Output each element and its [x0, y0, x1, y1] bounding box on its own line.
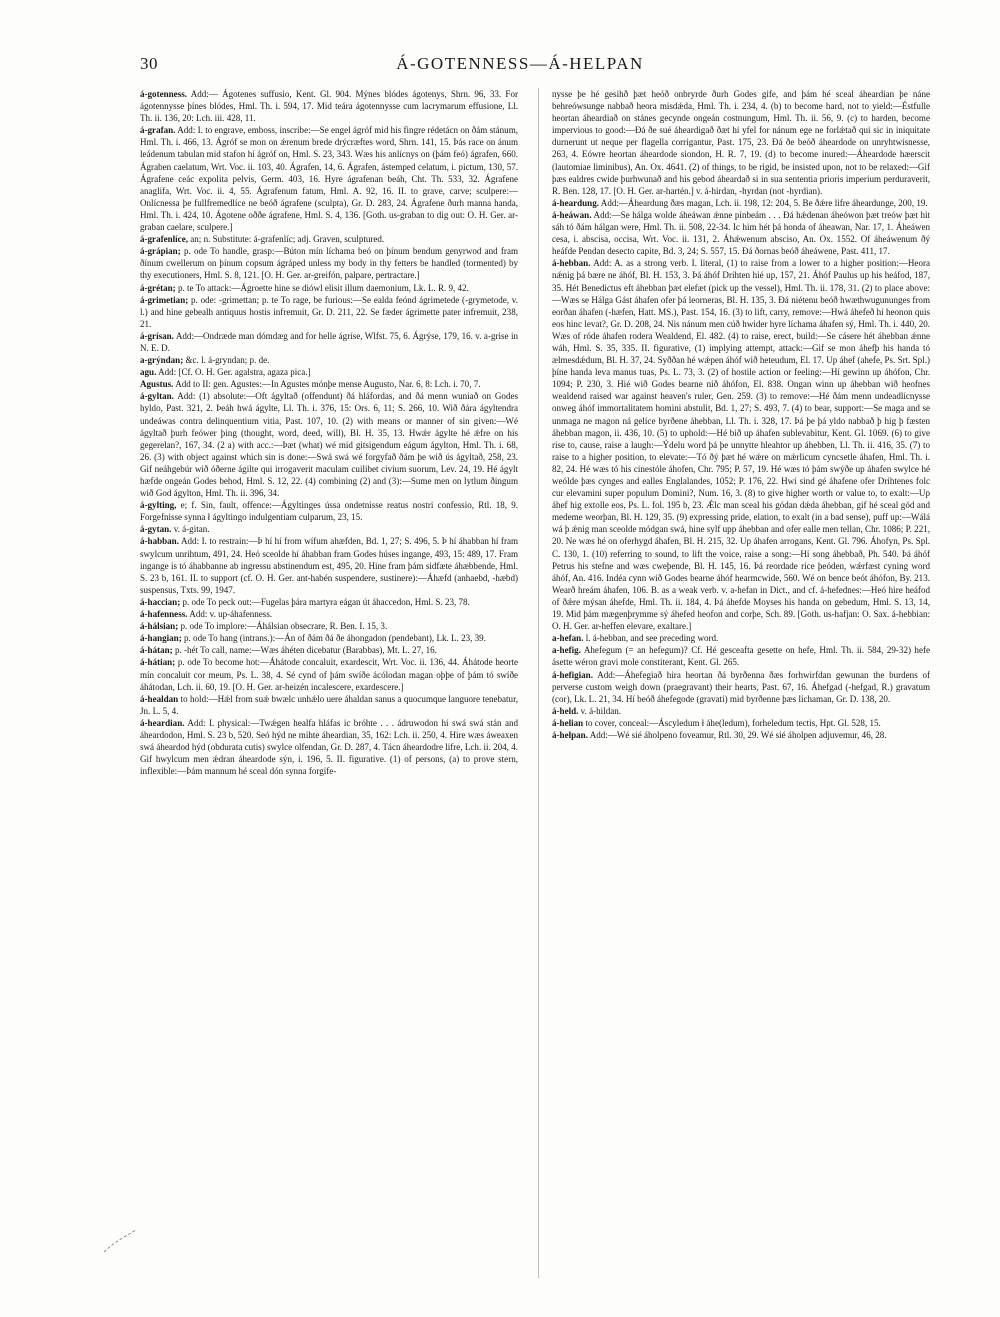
dictionary-entry: [140, 523, 518, 535]
entry-body: Ahefegum (= an hefegum)? Cf. Hé gesceafta gesette on hefe, Hml. Th. ii. 584, 29-32) hefe ásette wéron gravi mole constiterant, Kent. Gl. 265.: [552, 645, 930, 668]
dictionary-entry: [552, 669, 930, 705]
entry-body: p. ode To become hot:—Áhátode concaluit, exardescit, Wrt. Voc. ii. 136, 44. Áhátode heorte mín concaluit cor meum, Ps. L. 38, 4. Sé cynd of þám swíðe ácólodan magan oþþe of þám tó swíðe áhátodan, Lch. ii. 60, 19. [O. H. Ger. ar-heizén incalescere, exardescere.]: [140, 657, 518, 692]
entry-headword: á-grafenlíce,: [140, 234, 188, 245]
entry-headword: á-gylting,: [140, 500, 177, 511]
dictionary-entry: [552, 197, 930, 209]
entry-body: p. ode To implore:—Áhálsian obsecrare, R. Ben. I. 15, 3.: [180, 621, 388, 632]
entry-headword: á-helpan.: [552, 729, 588, 740]
entry-headword: á-hebban.: [552, 258, 591, 269]
entry-headword: á-grétan;: [140, 282, 176, 293]
dictionary-entry: [140, 88, 518, 124]
entry-headword: á-heardian.: [140, 717, 185, 728]
dictionary-entry: [140, 632, 518, 644]
entry-headword: á-gytan.: [140, 524, 172, 535]
dictionary-entry: [140, 378, 518, 390]
dictionary-entry: [140, 717, 518, 777]
dictionary-entry: [140, 330, 518, 354]
dictionary-entry: [140, 499, 518, 523]
entry-body: an; n. Substitute: á-grafenlíc; adj. Graven, sculptured.: [190, 234, 385, 245]
entry-headword: a-hefig.: [552, 645, 581, 656]
left-column: [140, 88, 518, 1273]
entry-body: to cover, conceal:—Áscyledum ł áhe(ledum), forheledum tectis, Hpt. Gl. 528, 15.: [585, 717, 881, 728]
dictionary-entry: [552, 257, 930, 632]
dictionary-entry: [552, 632, 930, 644]
entry-body: to hold:—Hǽl from suǽ bwælc unhǽlo uere áhaldan sanus a quocumque languore tenebatur, Jn. L. 5, 4.: [140, 693, 518, 716]
dictionary-entry: [140, 233, 518, 245]
dictionary-entry: [140, 693, 518, 717]
entry-headword: á-hafenness.: [140, 609, 188, 620]
entry-body: Add: v. up-áhafenness.: [189, 609, 273, 620]
margin-pencil-mark-icon: [102, 1216, 138, 1256]
dictionary-entry: [140, 124, 518, 233]
entry-body: Add: I. to engrave, emboss, inscribe:—Se engel ágróf mid his fingre rédetácn on ðám stánum, Hml. Th. i. 466, 13. Ágróf se mon on ǽrenum brede drýcræftes word, Shrn. 141, 15. Þás race on ánum leádenum tabulan mid stafon hí ágróf on, Hml. S. 23, 343. Wæs his anlícnys on (þám feó) ágrafen, 660. Ágraben caelatum, Wrt. Voc. ii. 103, 40. Ágrafen, 14, 6. Ágrafen, ástemped celatum, i. pictum, 130, 57. Ágrafene ceác expolita pelvis, Germ. 403, 16. Hyre ágrafenan beáh, Cht. Th. 533, 32. Ágrafene anaglifa, Wrt. Voc. ii. 4, 55. Ágrafenum fatum, Hml. A. 92, 16. II. to grave, carve; sculpere:—Onlícnessa þe fullfremedlíce ne beóð ágrafene (sculpta), Gr. D. 283, 24. Ágrafene ðurh manna handa, Hml. Th. i. 424, 10. Ágotene oððe ágrafene, Hml. S. 4, 136. [Goth. us-graban to dig out: O. H. Ger. ar-graban caelare, sculpere.]: [140, 125, 518, 233]
entry-body: p. te To attack:—Ágroette hine se diówl elisit illum daemonium, Lk. L. R. 9, 42.: [177, 282, 469, 293]
entry-headword: á-healdan: [140, 693, 179, 704]
dictionary-entry: [140, 596, 518, 608]
dictionary-entry: [552, 717, 930, 729]
entry-headword: a-hefan.: [552, 633, 584, 644]
entry-headword: á-hátian;: [140, 657, 176, 668]
page-header: [140, 54, 900, 80]
entry-headword: á-grísan.: [140, 330, 174, 341]
entry-headword: á-gyltan.: [140, 391, 174, 402]
entry-headword: á-hefigian.: [552, 669, 593, 680]
entry-headword: á-grimetian;: [140, 294, 189, 305]
entry-body: Add:— Ágotenes suffusio, Kent. Gl. 904. Mýnes blódes ágotenys, Shrn. 96, 33. For ágotennysse þínes blódes, Hml. Th. i. 594, 17. Mid teára ágotennysse cum lacrymarum effusione, Ll. Th. ii. 136, 20: Lch. iii. 428, 11.: [140, 89, 518, 124]
dictionary-entry: [552, 705, 930, 717]
entry-body: Add:—Áheardung ðæs magan, Lch. ii. 198, 12: 204, 5. Be ðǽre lifre áheardunge, 200, 19.: [600, 197, 928, 208]
entry-headword: a-grýndan;: [140, 355, 184, 366]
entry-headword: á-helian: [552, 717, 584, 728]
dictionary-entry: [552, 209, 930, 257]
entry-body: v. á-hildan.: [580, 705, 622, 716]
running-head: Á-GOTENNESS—Á-HELPAN: [396, 54, 644, 73]
dictionary-entry: [140, 656, 518, 692]
entry-headword: á-hangian;: [140, 633, 182, 644]
entry-body: nysse þe hé gesihð þæt heóð onbryrde ðurh Godes gife, and þám hé sceal áheardian þe náne behreówsunge nabbað heora misdǽda, Hml. Th. i. 234, 4. (b) to become hard, not to yield:—Éstfulle heortan áheardiað on stánes gecynde ongeán costnungum, Hml. Th. ii. 56, 9. (c) to harden, become impervious to good:—Ðá ðe sué áheardigað ðæt hí yfel for nánum ege ne forlǽtað qui sic in iniquitate durnerunt ut neque per flagella corrigantur, Past. 175, 23. Ðá ðe beóð áheardode on unryhtwísnesse, 263, 4. Eówre heortan áheardode siondon, H. R. 7, 19. (d) to become inured:—Áheardode hæerscit (lautomiae liminibus), An. Ox. 4641. (2) of things, to be rigid, be insisted upon, not to be relaxed:—Gif þæs ealdres cwide þurhwunað and his gebod áheardað si in sua sententia prioris imperium perduraverit, R. Ben. 128, 17. [O. H. Ger. ar-hartén.] v. á-hirdan, -hyrdan (not -hyrdian).: [552, 89, 930, 196]
dictionary-entry: [140, 366, 518, 378]
entry-headword: á-hálsian;: [140, 621, 179, 632]
entry-body: Add: A. as a strong verb. I. literal, (1) to raise from a lower to a higher position:—Heora nǽnig þá bære ne áhóf, Bl. H. 153, 3. Þá áhóf Drihten hié up, 157, 21. Áhóf Paulus up his heáfod, 187, 35. Hét Benedictus eft áhebban þæt elefæt (pick up the vessel), Hml. Th. ii. 178, 31. (2) to place above:—Wæs se Hálga Gást áhafen ofer þá leorneras, Bl. H. 135, 3. Ðá niétenu beóð hwæthwugununges from eorðan áhafen (-hæfen, Hatt. MS.), Past. 154, 16. (3) to lift, carry, remove:—Hwá áhefeð hí heonon quis eos hinc levat?, Gr. D. 208, 24. Nis nánum men cúð hwider hyre líchama áhafen sý, Hml. Th. i. 440, 20. Wæs of róde áhafen rodera Wealdend, El. 482. (4) to raise, erect, build:—Se cásere hét áhebban ǽnne wáh, Hml. S. 35, 335. II. figurative, (1) implying attempt, attack:—Gif se mon áhefþ his handa tó ælmesdǽdum, Bl. H. 37, 24. Syððan hé wǽpen áhóf wið heteudum, El. 17. Up áhef (ahefe, Ps. Srt. Spl.) þíne handa leva manus tuas, Ps. L. 73, 3. (2) of hostile action or feeling:—Hí gewinn up áhófon, Chr. 1094; P. 230, 3. Hié wið Godes bearne nið áhófon, El. 838. Ongan winn up áhebban wið heofnes wealdend raised war against heaven's ruler, Gen. 259. (3) to remove:—Hé ðám menn undeadlícnysse onweg áhóf immortalitatem homini abstulit, Bd. 1, 27; S. 493, 7. (4) to bear, support:—Se maga and se unmaga ne magon ná gelíce byrðene áhebban, Ll. Th. i. 328, 17. Þá þe þá yldo nabbað þ hig þ fæsten áhebban magon, ii. 436, 10. (5) to uphold:—Hé bið up áhafen sublevabitur, Kent. Gl. 1069. (6) to give rise to, cause, raise a laugh:—Ýdelu word þá þe unnytte hleahtor up áhebben, Ll. Th. ii. 416, 35. (7) to raise to a higher position, to elevate:—Tó ðý þæt hé wǽre on mǽrlicum cyncsetle áhafen, Hml. Th. i. 82, 24. Hé wæs tó his cinestóle áhofen, Chr. 795; P. 57, 19. Hé wæs tó þám swýðe up áhafen swylce hé weólde þæs cynges and ealles Englalandes, 1052; P. 176, 22. Hwí sind gé áhafene ofer Drihtenes folc cur elevamini super populum Domini?, Num. 16, 3. (8) to give higher worth or value to, to exalt:—Up áhef hig extolle eos, Ps. L. fol. 195 b, 23. Ǽlc man sceal his gódan dǽda áhebban, gif hé sceal gód and medeme weorþan, Bl. H. 129, 35. (9) expressing pride, elation, to exalt (in a bad sense), puff up:—Wálá wá þ ǽnig man sceolde módgan swá, hine sylf upp áhebban and ofer ealle men tellan, Chr. 1086; P. 221, 20. Ne wæs hé on oferhygd áhafen, Bl. H. 215, 32. Up áhafen arrogans, Kent. Gl. 796. Áhofyn, Ps. Spl. C. 130, 1. (10) referring to sound, to lift the voice, raise a song:—Hí song áhebbað, Ph. 540. Þá áhóf Petrus his stefne and wæs cweþende, Bl. H. 145, 16. Þá reordade ríce þeóden, wǽrfæst cyning word áhóf, An. 416. Indéa cynn wið Godes bearne áhóf hearmcwide, 560. Wé on bence beót áhófon, By. 213. Wearð hreám áhafen, 106. B. as a weak verb. v. a-hefan in Dict., and cf. á-hefednes:—Heó hire heáfod of ðǽre mýsan áhefde, Hml. Th. ii. 184, 4. Þá áhefde Moyses his handa on gebedum, Hml. S. 13, 14, 19. Mid þám mægenþrymme sý áhefed heofon and corþe, Sch. 89. [Goth. us-hafjan: O. Sax. á-hebbian: O. H. Ger. ar-heffen elevare, exaltare.]: [552, 258, 930, 632]
dictionary-entry: [140, 354, 518, 366]
dictionary-entry: [140, 620, 518, 632]
entry-body: v. á-gitan.: [173, 524, 210, 535]
entry-headword: agu.: [140, 367, 157, 378]
dictionary-entry: [552, 729, 930, 741]
entry-body: Add to II: gen. Agustes:—In Agustes mónþe mense Augusto, Nar. 6, 8: Lch. i. 70, 7.: [175, 379, 481, 390]
entry-body: p. ode: -grimettan; p. te To rage, be furious:—Se ealda feónd ágrimetede (-grymetode, v. l.) and hine gebealh antiquus hostis infremuit, Gr. D. 211, 22. Se fæder ágrimette pater infremuit, 238, 21.: [140, 294, 518, 329]
entry-headword: á-gotenness.: [140, 89, 187, 99]
dictionary-entry: [140, 245, 518, 281]
dictionary-entry: [140, 282, 518, 294]
entry-headword: á-habban.: [140, 536, 179, 547]
entry-headword: á-hátan;: [140, 645, 173, 656]
dictionary-entry: [140, 294, 518, 330]
entry-headword: á-haccian;: [140, 596, 181, 607]
entry-body: &c. l. á-gryndan; p. de.: [185, 355, 270, 366]
dictionary-entry: [552, 644, 930, 668]
entry-body: e; f. Sin, fault, offence:—Ágyltinges ússa ondetnisse reatus nostri confessio, Rtl. 18, 9. Forgefnisse synna ł ágyltingo indulgentiam culparum, 23, 15.: [140, 500, 518, 523]
entry-body: Add: [Cf. O. H. Ger. agalstra, agaza pica.]: [158, 367, 311, 378]
dictionary-entry: [140, 608, 518, 620]
entry-body: Add:—Se hálga wolde áheáwan ǽnne pínbeám . . . Ðá hǽdenan áheówon þæt treów þæt hit sáh tó ðám hálgan were, Hml. Th. ii. 508, 22-34. Ic him hét þá honda of áheawan, Nar. 17, 1. Áheáwen cesa, i. abscisa, occisa, Wrt. Voc. ii. 131, 2. Áhǽwenum absciso, An. Ox. 1552. Of áheáwenum ðý heáfde Pendan desecto capite, Bd. 3, 24; S. 557, 15. Ðá ðornas beóð áheáwene, Past. 411, 17.: [552, 209, 930, 257]
dictionary-entry: [140, 644, 518, 656]
entry-body: p. ode To peck out:—Fugelas þára martyra eágan út áhaccedon, Hml. S. 23, 78.: [182, 596, 470, 607]
dictionary-entry: [552, 88, 930, 197]
entry-body: Add: (1) absolute:—Oft ágyltað (offendunt) ðá hláfordas, and ðá menn wuniað on Godes hyldo, Past. 321, 2. Þeáh hwá ágylte, Ll. Th. i. 376, 15: Ors. 6, 11; S. 266, 10. Wið ðára ágyltendra undeáwas contra delinquentium vitia, Past. 107, 10. (2) with means or manner of sin given:—Wé ágyltað þurh feówer þing (thought, word, deed, will), Bl. H. 35, 13. Hwǽr ágylte hé ǽfre on his gegerelan?, 167, 34. (2 a) with acc.:—Þæt (what) wé mid gitsigendum eágum ágylton, Hml. Th. i. 68, 26. (3) with object against which sin is done:—Swá swá wé forgyfað ðám þe wið ús ágyltað, 258, 23. Gif neáhgebúr wið óðerne ágilte qui irrogaverit maculam cuilibet civium suorum, Lev. 24, 19. Hé ágylt hæfde ongeán Godes behod, Hml. S. 12, 22. (4) combining (2) and (3):—Sume men on lytlum ðingum wið God ágylton, Hml. Th. ii. 396, 34.: [140, 391, 518, 499]
entry-body: Add: I. to restrain:—Þ hí hí from wífum ahæfden, Bd. 1, 27; S. 496, 5. Þ hí áhabban hí fram swylcum unrihtum, 491, 24. Heó sceolde hí áhabban fram Godes húses ingange, 493, 15: 489, 17. Fram ingange is tó áhabbanne ab ingressu abstinendum est, 495, 20. Hine fram þám sidfæte áhæbbende, Hml. S. 23 b, 161. II. to support (cf. O. H. Ger. ant-habén suspendere, sustinere):—Áhæfd (anhaebd, -hæbd) suspensus, Txts. 99, 1947.: [140, 536, 518, 595]
entry-body: Add:—Áhefegiað hira heortan ðá byrðenna ðæs forhwirfdan gewunan the burdens of perverse custom weigh down (praegravant) their hearts, Past. 67, 16. Áhefgad (-hefgad, R.) gravatum (cor), Lk. L. 21, 34. Hí beóð áhefegode (gravati) mid byrðenne þæs líchaman, Gr. D. 138, 20.: [552, 669, 930, 704]
dictionary-entry: [140, 535, 518, 595]
dictionary-entry: [140, 390, 518, 499]
entry-body: p. ode To hang (intrans.):—Án of ðám ðá ðe áhongadon (pendebant), Lk. L. 23, 39.: [184, 633, 486, 644]
entry-body: Add:—Ondræde man dómdæg and for helle ágríse, Wlfst. 75, 6. Ágrýse, 179, 16. v. a-grise in N. E. D.: [140, 330, 518, 353]
entry-body: Add: I. physical:—Twǽgen healfa hláfas ic bróhte . . . ádruwodon hí swá swá stán and áheardodon, Hml. S. 23 b, 520. Seó hýd ne mihte áheardian, 35, 162: Lch. ii. 250, 4. Hire wæs áweaxen swá áheardod hýd (obdurata cutis) swylce olfendan, Gr. D. 287, 4. Tácn áheardodre lifre, Lch. ii. 204, 4. Gif hwylcum men ǽdran áheardode sýn, i. 196, 5. II. figurative. (1) of persons, (a) to prove stern, inflexible:—Þám mannum hé sceal dón synna forgife-: [140, 717, 518, 777]
entry-body: p. -hét To call, name:—Wæs áhéten dicebatur (Barabbas), Mt. L. 27, 16.: [174, 645, 437, 656]
entry-headword: á-heáwan.: [552, 209, 592, 220]
entry-headword: á-grápian;: [140, 246, 181, 257]
entry-headword: Agustus.: [140, 379, 174, 390]
entry-headword: á-grafan.: [140, 125, 176, 136]
entry-body: p. ode To handle, grasp:—Búton mín líchama beó on þínum bendum genyrwod and fram ðínum cwellerum on þínum copsum ágráped unless my body in thy fetters be handled (tormented) by thy executioners, Hml. S. 8, 121. [O. H. Ger. ar-greifón, palpare, pertractare.]: [140, 246, 518, 281]
right-column: [552, 88, 930, 1273]
entry-body: l. á-hebban, and see preceding word.: [585, 633, 719, 644]
page-number: 30: [140, 54, 158, 73]
column-divider: [538, 88, 539, 1278]
entry-headword: á-heardung.: [552, 197, 600, 208]
entry-headword: á-held.: [552, 705, 579, 716]
entry-body: Add:—Wé sié áholpeno foveamur, Rtl. 30, 29. Wé sié áholpen adjuvemur, 46, 28.: [589, 729, 887, 740]
